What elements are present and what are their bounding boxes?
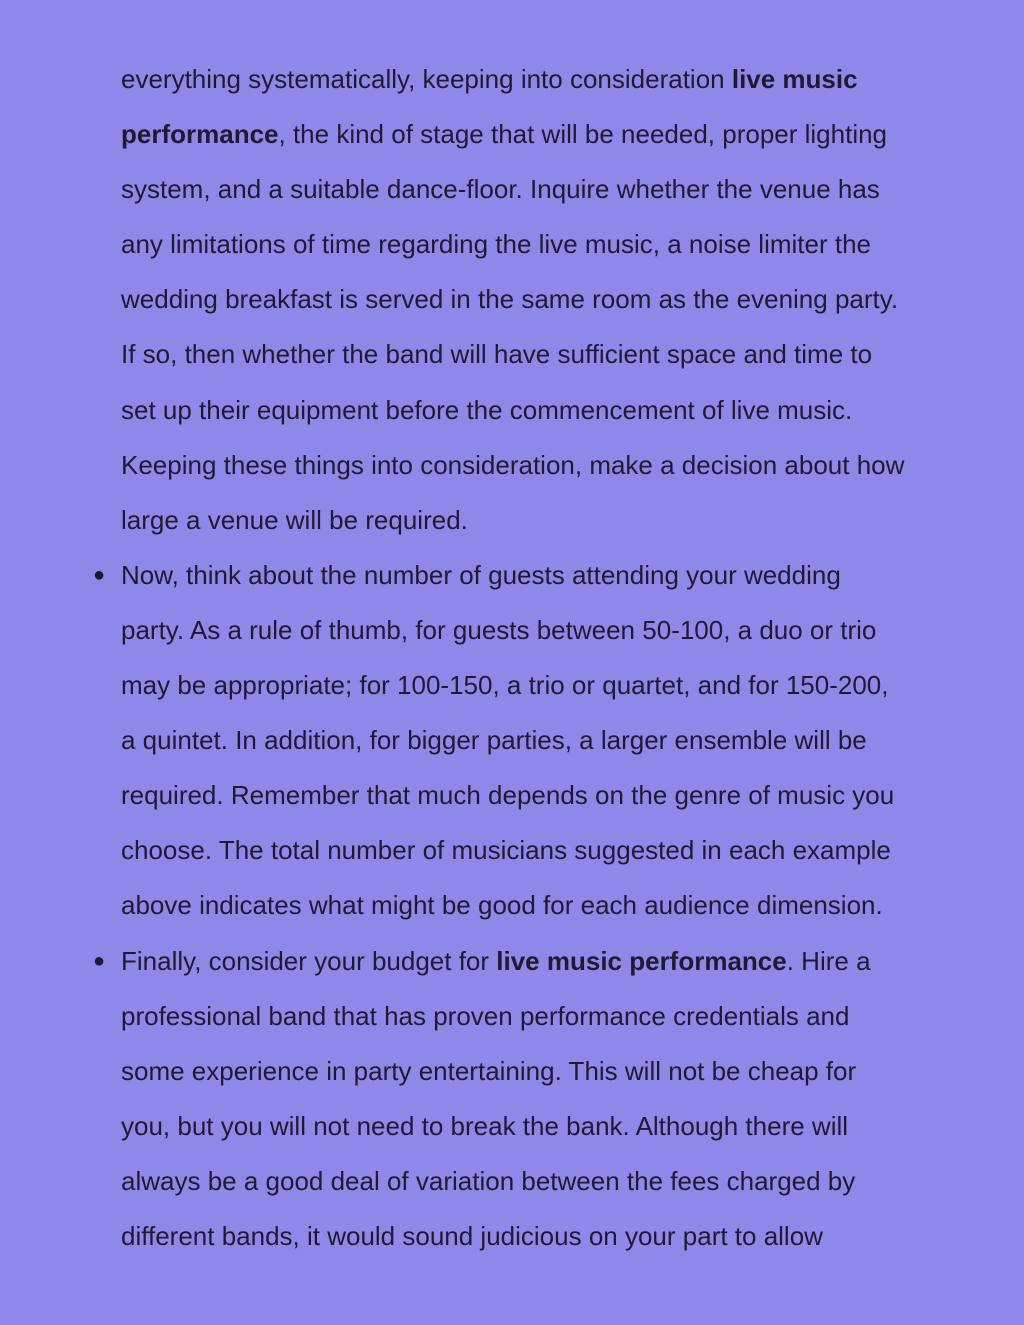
document-body bbox=[92, 52, 981, 1264]
text-line: required. Remember that much depends on the genre of music you bbox=[121, 780, 895, 811]
text-span: , the kind of stage that will be needed, proper lighting bbox=[278, 119, 888, 150]
text-span: everything systematically, keeping into consideration bbox=[121, 64, 732, 94]
text-line: choose. The total number of musicians suggested in each example bbox=[121, 835, 891, 866]
bold-keyword: performance bbox=[121, 119, 279, 150]
bold-keyword: live music performance bbox=[496, 945, 787, 976]
text-span: Now, think about the number of guests attending your wedding bbox=[121, 559, 841, 590]
bullet-item-budget bbox=[92, 934, 981, 989]
text-line: above indicates what might be good for each audience dimension. bbox=[121, 890, 883, 921]
bold-keyword: live music bbox=[731, 64, 858, 94]
text-line: If so, then whether the band will have sufficient space and time to bbox=[121, 339, 873, 370]
bullet-icon: ● bbox=[92, 563, 106, 586]
text-line: professional band that has proven performance credentials and bbox=[121, 1000, 850, 1031]
text-line: Keeping these things into consideration, make a decision about how bbox=[121, 449, 905, 480]
text-line bbox=[121, 52, 981, 107]
text-line: a quintet. In addition, for bigger parties, a larger ensemble will be bbox=[121, 725, 867, 756]
bullet-icon: ● bbox=[92, 949, 106, 972]
text-line: set up their equipment before the commencement of live music. bbox=[121, 394, 853, 425]
text-span: Finally, consider your budget for bbox=[121, 945, 497, 976]
text-line: system, and a suitable dance-floor. Inquire whether the venue has bbox=[121, 174, 880, 205]
text-line: large a venue will be required. bbox=[121, 504, 468, 535]
text-line: may be appropriate; for 100-150, a trio or quartet, and for 150-200, bbox=[121, 670, 889, 701]
text-line: you, but you will not need to break the bank. Although there will bbox=[121, 1110, 849, 1141]
text-line: wedding breakfast is served in the same room as the evening party. bbox=[121, 284, 899, 315]
text-line bbox=[121, 107, 981, 162]
bullet-item-guests bbox=[92, 548, 981, 603]
text-span: . Hire a bbox=[786, 945, 871, 976]
text-line: any limitations of time regarding the live music, a noise limiter the bbox=[121, 229, 871, 260]
text-line: different bands, it would sound judicious on your part to allow bbox=[121, 1220, 823, 1251]
text-line: party. As a rule of thumb, for guests between 50-100, a duo or trio bbox=[121, 614, 877, 645]
text-line: some experience in party entertaining. This will not be cheap for bbox=[121, 1055, 857, 1086]
text-line: always be a good deal of variation between the fees charged by bbox=[121, 1165, 856, 1196]
